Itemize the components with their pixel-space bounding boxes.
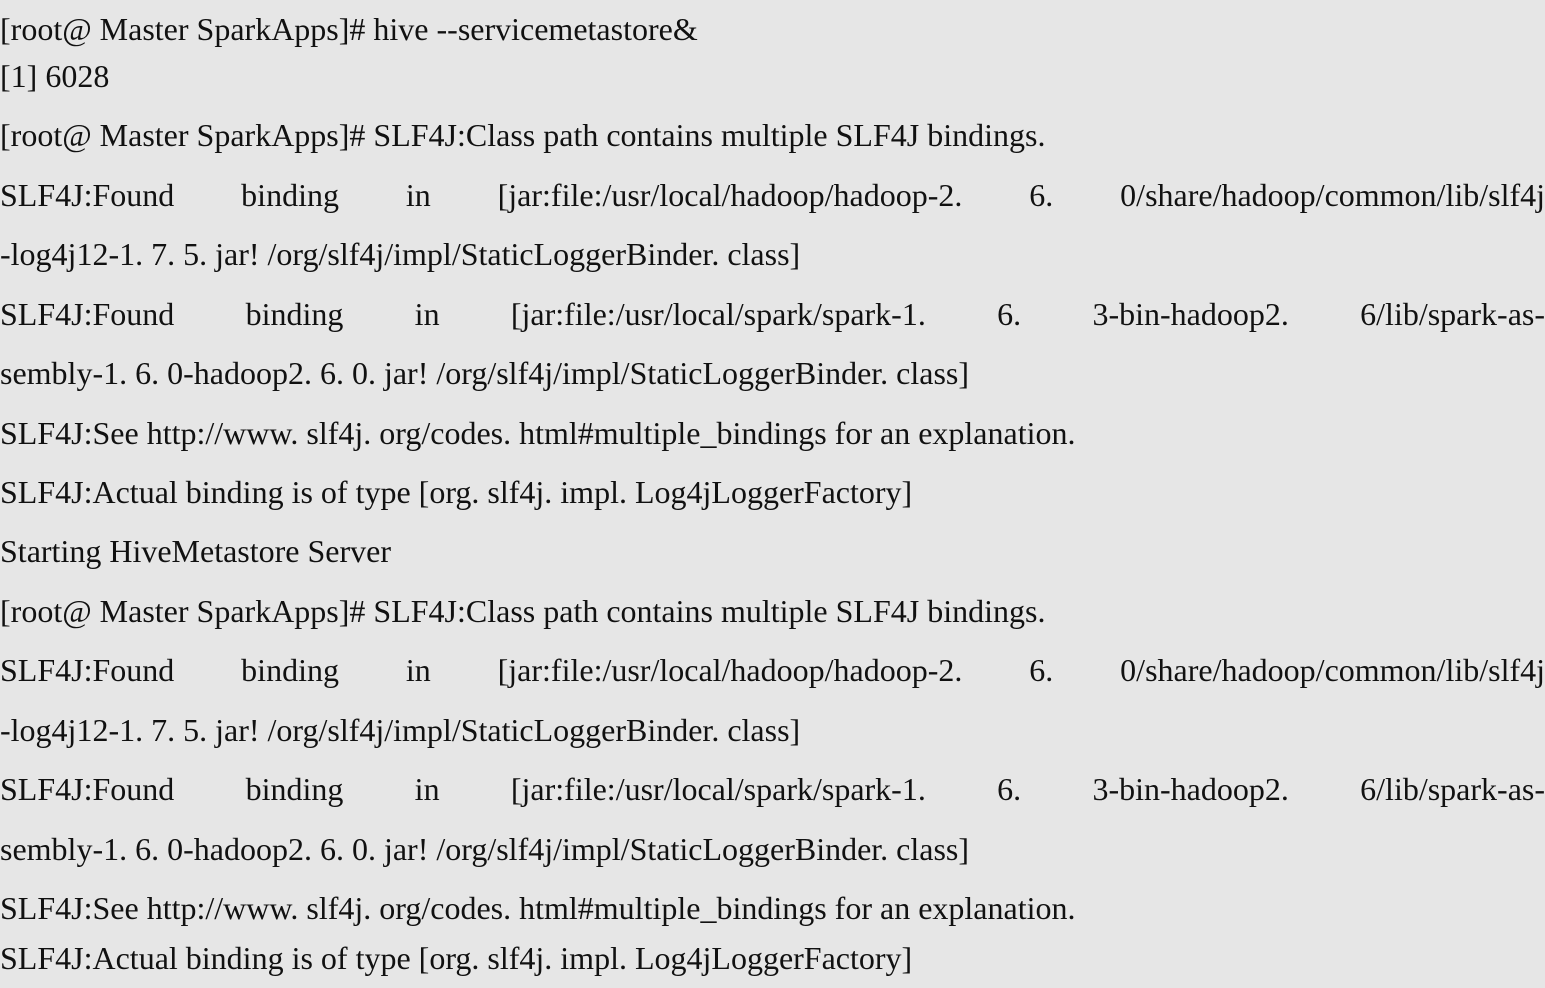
terminal-line: SLF4J:Actual binding is of type [org. slf4j. impl. Log4jLoggerFactory] <box>0 940 913 976</box>
terminal-line-pid: [1] 6028 <box>0 58 110 94</box>
terminal-line: sembly-1. 6. 0-hadoop2. 6. 0. jar! /org/slf4j/impl/StaticLoggerBinder. class] <box>0 355 970 391</box>
terminal-line: SLF4J:See http://www. slf4j. org/codes. html#multiple_bindings for an explanation. <box>0 890 1076 926</box>
terminal-line: -log4j12-1. 7. 5. jar! /org/slf4j/impl/StaticLoggerBinder. class] <box>0 236 801 272</box>
terminal-line: SLF4J:Actual binding is of type [org. slf4j. impl. Log4jLoggerFactory] <box>0 474 913 510</box>
terminal-line: sembly-1. 6. 0-hadoop2. 6. 0. jar! /org/slf4j/impl/StaticLoggerBinder. class] <box>0 831 970 867</box>
terminal-line: -log4j12-1. 7. 5. jar! /org/slf4j/impl/StaticLoggerBinder. class] <box>0 712 801 748</box>
terminal-line: SLF4J:See http://www. slf4j. org/codes. html#multiple_bindings for an explanation. <box>0 415 1076 451</box>
terminal-line: SLF4J:Found binding in [jar:file:/usr/local/hadoop/hadoop-2. 6. 0/share/hadoop/common/lib/slf4j <box>0 177 1545 213</box>
terminal-line: Starting HiveMetastore Server <box>0 533 391 569</box>
terminal-line: SLF4J:Found binding in [jar:file:/usr/local/hadoop/hadoop-2. 6. 0/share/hadoop/common/lib/slf4j <box>0 652 1545 688</box>
terminal-line: SLF4J:Found binding in [jar:file:/usr/local/spark/spark-1. 6. 3-bin-hadoop2. 6/lib/spark-as- <box>0 296 1545 332</box>
terminal-line: SLF4J:Found binding in [jar:file:/usr/local/spark/spark-1. 6. 3-bin-hadoop2. 6/lib/spark-as- <box>0 771 1545 807</box>
terminal-line: [root@ Master SparkApps]# SLF4J:Class path contains multiple SLF4J bindings. <box>0 117 1046 153</box>
terminal-line-command: [root@ Master SparkApps]# hive --servicemetastore& <box>0 11 698 47</box>
terminal-line: [root@ Master SparkApps]# SLF4J:Class path contains multiple SLF4J bindings. <box>0 593 1046 629</box>
